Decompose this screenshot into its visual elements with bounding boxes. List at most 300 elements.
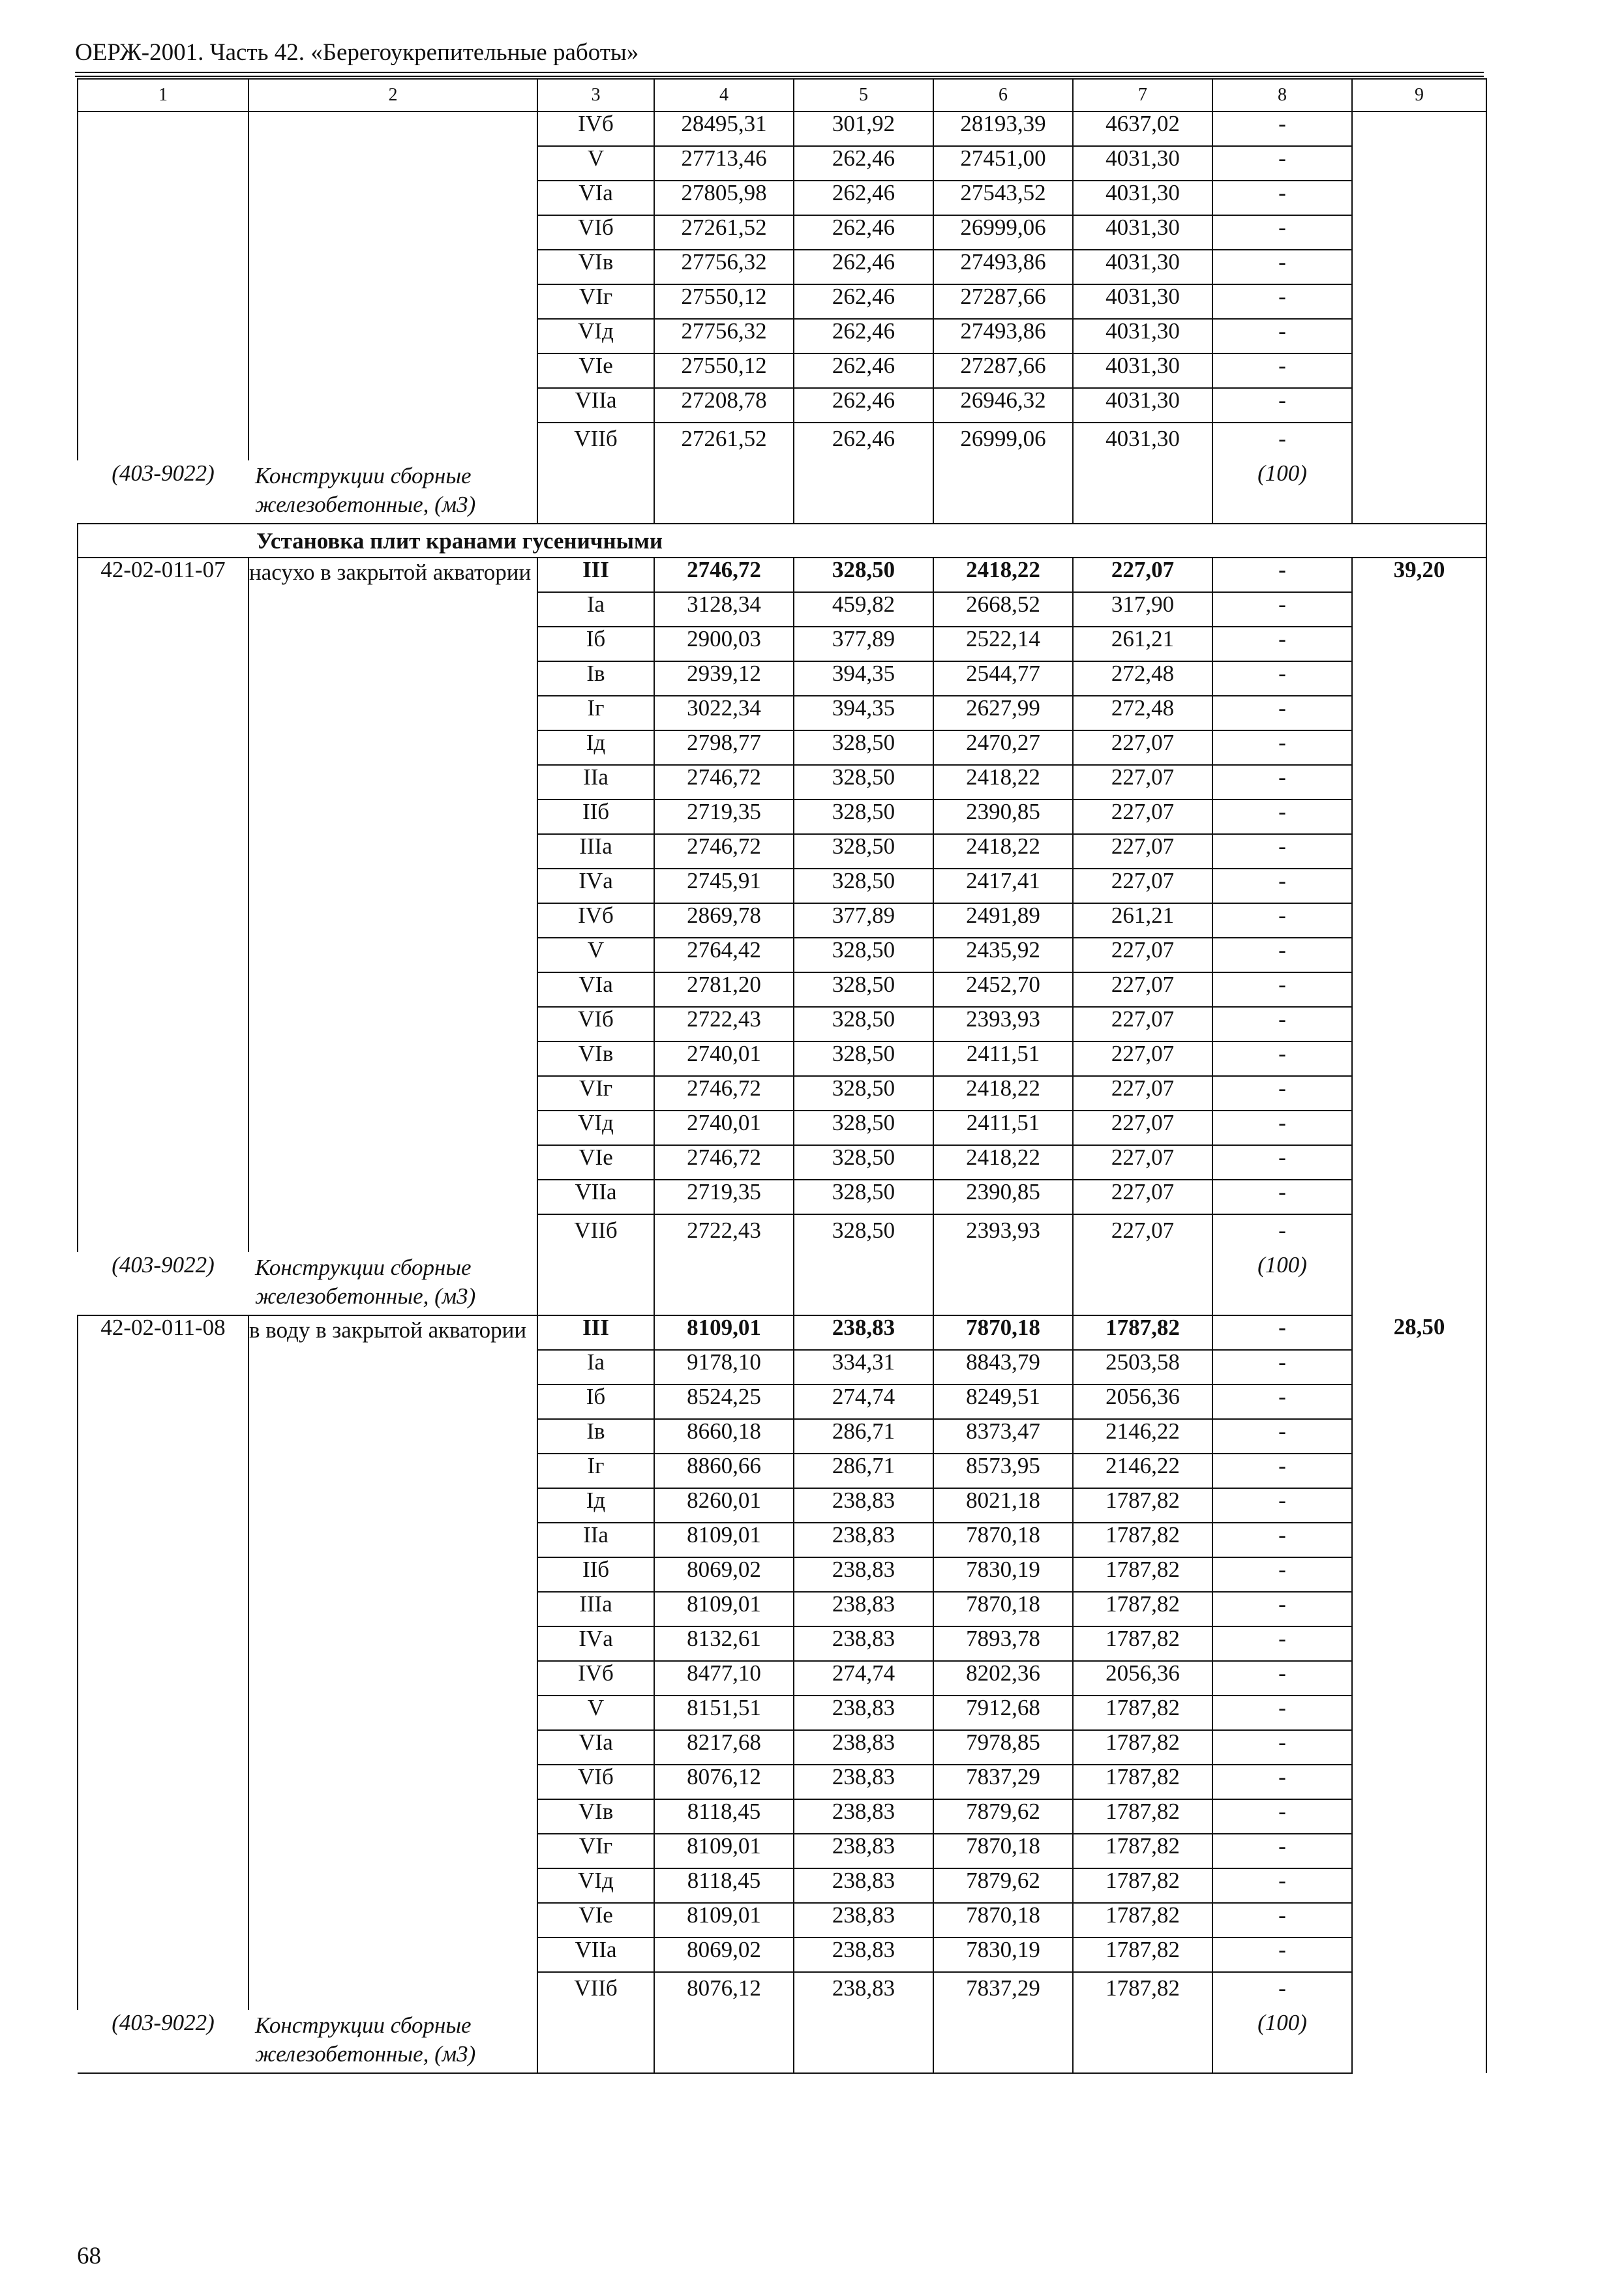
zone-cell: VIд (537, 319, 654, 353)
materials-cell: - (1212, 1730, 1352, 1765)
machinist-wages-cell: 261,21 (1073, 903, 1212, 938)
machinist-wages-cell: 227,07 (1073, 1111, 1212, 1145)
wages-cell: 286,71 (794, 1419, 933, 1454)
machines-cell: 2522,14 (933, 627, 1073, 661)
total-cost-cell: 2781,20 (654, 972, 794, 1007)
zone-cell: IVб (537, 1661, 654, 1696)
machinist-wages-cell: 227,07 (1073, 1041, 1212, 1076)
resource-name: Конструкции сборные железобетонные, (м3) (248, 2010, 537, 2073)
zone-cell: Iб (537, 1384, 654, 1419)
materials-cell: - (1212, 627, 1352, 661)
resource-empty-cell-machines (933, 1252, 1073, 1315)
column-number: 3 (537, 79, 654, 112)
zone-cell: VIа (537, 1730, 654, 1765)
total-cost-cell: 2740,01 (654, 1041, 794, 1076)
machines-cell: 2417,41 (933, 869, 1073, 903)
total-cost-cell: 8132,61 (654, 1626, 794, 1661)
machines-cell: 27451,00 (933, 146, 1073, 181)
materials-cell: - (1212, 1315, 1352, 1350)
total-cost-cell: 8076,12 (654, 1765, 794, 1799)
machinist-wages-cell: 227,07 (1073, 1076, 1212, 1111)
machinist-wages-cell: 227,07 (1073, 869, 1212, 903)
materials-cell: - (1212, 1799, 1352, 1834)
zone-cell: VIIа (537, 1180, 654, 1214)
wages-cell: 274,74 (794, 1384, 933, 1419)
wages-cell: 262,46 (794, 215, 933, 250)
machinist-wages-cell: 227,07 (1073, 730, 1212, 765)
machines-cell: 7837,29 (933, 1765, 1073, 1799)
machinist-wages-cell: 1787,82 (1073, 1696, 1212, 1730)
wages-cell: 334,31 (794, 1350, 933, 1384)
total-cost-cell: 2746,72 (654, 834, 794, 869)
machines-cell: 2390,85 (933, 800, 1073, 834)
machines-cell: 2393,93 (933, 1214, 1073, 1252)
total-cost-cell: 8860,66 (654, 1454, 794, 1488)
machines-cell: 7830,19 (933, 1557, 1073, 1592)
column-number: 1 (78, 79, 248, 112)
machines-cell: 27493,86 (933, 319, 1073, 353)
wages-cell: 238,83 (794, 1799, 933, 1834)
zone-cell: VIа (537, 972, 654, 1007)
resource-quantity: (100) (1212, 460, 1352, 524)
zone-cell: Iа (537, 592, 654, 627)
wages-cell: 238,83 (794, 1937, 933, 1972)
machinist-wages-cell: 227,07 (1073, 938, 1212, 972)
total-cost-cell: 2900,03 (654, 627, 794, 661)
zone-cell: VIд (537, 1868, 654, 1903)
machinist-wages-cell: 227,07 (1073, 834, 1212, 869)
materials-cell: - (1212, 558, 1352, 592)
total-cost-cell: 2719,35 (654, 1180, 794, 1214)
wages-cell: 328,50 (794, 1041, 933, 1076)
machines-cell: 7912,68 (933, 1696, 1073, 1730)
machinist-wages-cell: 2056,36 (1073, 1661, 1212, 1696)
materials-cell: - (1212, 730, 1352, 765)
labor-cost-cell: 39,20 (1352, 558, 1486, 1315)
machines-cell: 2418,22 (933, 1145, 1073, 1180)
rate-code: 42-02-011-08 (78, 1315, 248, 2010)
machinist-wages-cell: 2146,22 (1073, 1454, 1212, 1488)
wages-cell: 238,83 (794, 1523, 933, 1557)
machines-cell: 8249,51 (933, 1384, 1073, 1419)
machinist-wages-cell: 272,48 (1073, 696, 1212, 730)
zone-cell: IIIа (537, 1592, 654, 1626)
machines-cell: 7870,18 (933, 1523, 1073, 1557)
page-number: 68 (77, 2243, 101, 2269)
machinist-wages-cell: 261,21 (1073, 627, 1212, 661)
resource-empty-cell-wages (794, 460, 933, 524)
column-number: 5 (794, 79, 933, 112)
resource-empty-cell-machines (933, 2010, 1073, 2073)
materials-cell: - (1212, 1592, 1352, 1626)
zone-cell: VIа (537, 181, 654, 215)
machinist-wages-cell: 227,07 (1073, 800, 1212, 834)
resource-empty-cell-zone (537, 460, 654, 524)
total-cost-cell: 8109,01 (654, 1523, 794, 1557)
machinist-wages-cell: 317,90 (1073, 592, 1212, 627)
resource-empty-cell-zone (537, 1252, 654, 1315)
machines-cell: 7870,18 (933, 1315, 1073, 1350)
total-cost-cell: 3128,34 (654, 592, 794, 627)
materials-cell: - (1212, 869, 1352, 903)
total-cost-cell: 8260,01 (654, 1488, 794, 1523)
total-cost-cell: 27756,32 (654, 250, 794, 284)
machines-cell: 8573,95 (933, 1454, 1073, 1488)
machines-cell: 2393,93 (933, 1007, 1073, 1041)
machines-cell: 8021,18 (933, 1488, 1073, 1523)
zone-cell: IIIа (537, 834, 654, 869)
machines-cell: 27543,52 (933, 181, 1073, 215)
zone-cell: VIг (537, 284, 654, 319)
section-title: Установка плит кранами гусеничными (78, 524, 1486, 558)
wages-cell: 301,92 (794, 112, 933, 146)
materials-cell: - (1212, 181, 1352, 215)
wages-cell: 377,89 (794, 903, 933, 938)
zone-cell: VIв (537, 1799, 654, 1834)
rates-table-body (78, 79, 1486, 2073)
machinist-wages-cell: 1787,82 (1073, 1523, 1212, 1557)
wages-cell: 238,83 (794, 1696, 933, 1730)
total-cost-cell: 27550,12 (654, 284, 794, 319)
machinist-wages-cell: 227,07 (1073, 765, 1212, 800)
total-cost-cell: 2746,72 (654, 1145, 794, 1180)
machinist-wages-cell: 227,07 (1073, 1145, 1212, 1180)
work-description (248, 112, 537, 460)
machinist-wages-cell: 4031,30 (1073, 215, 1212, 250)
zone-cell: IIб (537, 1557, 654, 1592)
materials-cell: - (1212, 1937, 1352, 1972)
header-rule-bottom (75, 76, 1484, 77)
zone-cell: VIг (537, 1076, 654, 1111)
wages-cell: 238,83 (794, 1868, 933, 1903)
machinist-wages-cell: 1787,82 (1073, 1903, 1212, 1937)
total-cost-cell: 2746,72 (654, 765, 794, 800)
machinist-wages-cell: 4031,30 (1073, 181, 1212, 215)
machines-cell: 2390,85 (933, 1180, 1073, 1214)
wages-cell: 262,46 (794, 284, 933, 319)
machines-cell: 2668,52 (933, 592, 1073, 627)
section-header-row (78, 524, 1486, 558)
wages-cell: 328,50 (794, 1007, 933, 1041)
labor-cost-cell (1352, 112, 1486, 524)
machines-cell: 7870,18 (933, 1834, 1073, 1868)
resource-empty-cell-machines (933, 460, 1073, 524)
machinist-wages-cell: 2503,58 (1073, 1350, 1212, 1384)
materials-cell: - (1212, 765, 1352, 800)
machines-cell: 7978,85 (933, 1730, 1073, 1765)
wages-cell: 238,83 (794, 1730, 933, 1765)
zone-cell: VIIа (537, 1937, 654, 1972)
materials-cell: - (1212, 1076, 1352, 1111)
machines-cell: 2411,51 (933, 1041, 1073, 1076)
wages-cell: 262,46 (794, 181, 933, 215)
machines-cell: 27287,66 (933, 284, 1073, 319)
total-cost-cell: 8118,45 (654, 1799, 794, 1834)
machinist-wages-cell: 227,07 (1073, 1007, 1212, 1041)
resource-empty-cell-zone (537, 2010, 654, 2073)
materials-cell: - (1212, 1661, 1352, 1696)
machinist-wages-cell: 227,07 (1073, 1214, 1212, 1252)
machines-cell: 8843,79 (933, 1350, 1073, 1384)
zone-cell: Iб (537, 627, 654, 661)
machines-cell: 2491,89 (933, 903, 1073, 938)
wages-cell: 238,83 (794, 1557, 933, 1592)
materials-cell: - (1212, 388, 1352, 423)
wages-cell: 238,83 (794, 1626, 933, 1661)
materials-cell: - (1212, 1111, 1352, 1145)
materials-cell: - (1212, 1180, 1352, 1214)
total-cost-cell: 27208,78 (654, 388, 794, 423)
zone-cell: Iг (537, 696, 654, 730)
zone-cell: VIе (537, 1145, 654, 1180)
machines-cell: 7830,19 (933, 1937, 1073, 1972)
materials-cell: - (1212, 834, 1352, 869)
zone-cell: VIе (537, 353, 654, 388)
wages-cell: 262,46 (794, 250, 933, 284)
resource-empty-cell-machinist (1073, 1252, 1212, 1315)
zone-cell: VIе (537, 1903, 654, 1937)
zone-cell: IIа (537, 1523, 654, 1557)
zone-cell: V (537, 146, 654, 181)
materials-cell: - (1212, 1834, 1352, 1868)
total-cost-cell: 8109,01 (654, 1315, 794, 1350)
resource-row (78, 460, 1486, 524)
materials-cell: - (1212, 319, 1352, 353)
total-cost-cell: 8069,02 (654, 1557, 794, 1592)
zone-cell: Iд (537, 730, 654, 765)
wages-cell: 328,50 (794, 558, 933, 592)
zone-cell: IVб (537, 112, 654, 146)
machinist-wages-cell: 1787,82 (1073, 1868, 1212, 1903)
zone-cell: IVа (537, 869, 654, 903)
machines-cell: 2418,22 (933, 765, 1073, 800)
materials-cell: - (1212, 215, 1352, 250)
machinist-wages-cell: 1787,82 (1073, 1937, 1212, 1972)
machines-cell: 2418,22 (933, 558, 1073, 592)
zone-cell: IIб (537, 800, 654, 834)
column-number: 7 (1073, 79, 1212, 112)
wages-cell: 274,74 (794, 1661, 933, 1696)
wages-cell: 262,46 (794, 423, 933, 460)
materials-cell: - (1212, 800, 1352, 834)
total-cost-cell: 28495,31 (654, 112, 794, 146)
wages-cell: 238,83 (794, 1488, 933, 1523)
zone-cell: Iв (537, 661, 654, 696)
materials-cell: - (1212, 1626, 1352, 1661)
machines-cell: 2418,22 (933, 834, 1073, 869)
materials-cell: - (1212, 1419, 1352, 1454)
zone-cell: VIв (537, 250, 654, 284)
machines-cell: 2470,27 (933, 730, 1073, 765)
materials-cell: - (1212, 1488, 1352, 1523)
zone-cell: III (537, 558, 654, 592)
total-cost-cell: 27261,52 (654, 423, 794, 460)
total-cost-cell: 8151,51 (654, 1696, 794, 1730)
resource-name: Конструкции сборные железобетонные, (м3) (248, 460, 537, 524)
zone-cell: IIа (537, 765, 654, 800)
machines-cell: 26946,32 (933, 388, 1073, 423)
machines-cell: 26999,06 (933, 423, 1073, 460)
machines-cell: 2435,92 (933, 938, 1073, 972)
machinist-wages-cell: 1787,82 (1073, 1765, 1212, 1799)
total-cost-cell: 8109,01 (654, 1592, 794, 1626)
wages-cell: 328,50 (794, 869, 933, 903)
machines-cell: 2452,70 (933, 972, 1073, 1007)
materials-cell: - (1212, 1765, 1352, 1799)
column-number: 6 (933, 79, 1073, 112)
total-cost-cell: 8076,12 (654, 1972, 794, 2010)
materials-cell: - (1212, 146, 1352, 181)
machinist-wages-cell: 1787,82 (1073, 1488, 1212, 1523)
materials-cell: - (1212, 696, 1352, 730)
machines-cell: 27287,66 (933, 353, 1073, 388)
total-cost-cell: 27261,52 (654, 215, 794, 250)
total-cost-cell: 8118,45 (654, 1868, 794, 1903)
resource-empty-cell-total (654, 2010, 794, 2073)
resource-code: (403-9022) (78, 460, 248, 524)
resource-code: (403-9022) (78, 1252, 248, 1315)
total-cost-cell: 8109,01 (654, 1834, 794, 1868)
machines-cell: 8373,47 (933, 1419, 1073, 1454)
total-cost-cell: 27805,98 (654, 181, 794, 215)
table-row (78, 112, 1486, 146)
materials-cell: - (1212, 1350, 1352, 1384)
resource-row (78, 2010, 1486, 2073)
total-cost-cell: 27713,46 (654, 146, 794, 181)
total-cost-cell: 8217,68 (654, 1730, 794, 1765)
materials-cell: - (1212, 1523, 1352, 1557)
wages-cell: 262,46 (794, 319, 933, 353)
zone-cell: Iг (537, 1454, 654, 1488)
machinist-wages-cell: 1787,82 (1073, 1557, 1212, 1592)
materials-cell: - (1212, 903, 1352, 938)
materials-cell: - (1212, 1868, 1352, 1903)
materials-cell: - (1212, 1454, 1352, 1488)
total-cost-cell: 9178,10 (654, 1350, 794, 1384)
wages-cell: 238,83 (794, 1972, 933, 2010)
wages-cell: 328,50 (794, 938, 933, 972)
machinist-wages-cell: 4637,02 (1073, 112, 1212, 146)
column-number: 4 (654, 79, 794, 112)
table-row (78, 558, 1486, 592)
machinist-wages-cell: 272,48 (1073, 661, 1212, 696)
machines-cell: 27493,86 (933, 250, 1073, 284)
machinist-wages-cell: 1787,82 (1073, 1730, 1212, 1765)
machinist-wages-cell: 1787,82 (1073, 1834, 1212, 1868)
machinist-wages-cell: 4031,30 (1073, 353, 1212, 388)
machines-cell: 7879,62 (933, 1868, 1073, 1903)
wages-cell: 328,50 (794, 1180, 933, 1214)
machinist-wages-cell: 1787,82 (1073, 1799, 1212, 1834)
machines-cell: 26999,06 (933, 215, 1073, 250)
machinist-wages-cell: 227,07 (1073, 558, 1212, 592)
zone-cell: VIIб (537, 423, 654, 460)
machinist-wages-cell: 4031,30 (1073, 423, 1212, 460)
wages-cell: 328,50 (794, 730, 933, 765)
wages-cell: 328,50 (794, 834, 933, 869)
machinist-wages-cell: 2146,22 (1073, 1419, 1212, 1454)
resource-empty-cell-wages (794, 1252, 933, 1315)
materials-cell: - (1212, 1041, 1352, 1076)
zone-cell: IVб (537, 903, 654, 938)
rates-table (77, 78, 1487, 2074)
total-cost-cell: 8109,01 (654, 1903, 794, 1937)
machines-cell: 7870,18 (933, 1592, 1073, 1626)
wages-cell: 238,83 (794, 1592, 933, 1626)
header-rule-top (75, 72, 1484, 73)
zone-cell: Iв (537, 1419, 654, 1454)
materials-cell: - (1212, 1214, 1352, 1252)
machinist-wages-cell: 4031,30 (1073, 250, 1212, 284)
table-row (78, 1315, 1486, 1350)
machinist-wages-cell: 2056,36 (1073, 1384, 1212, 1419)
wages-cell: 394,35 (794, 696, 933, 730)
zone-cell: VIг (537, 1834, 654, 1868)
materials-cell: - (1212, 112, 1352, 146)
machines-cell: 2411,51 (933, 1111, 1073, 1145)
materials-cell: - (1212, 661, 1352, 696)
total-cost-cell: 8069,02 (654, 1937, 794, 1972)
work-description: насухо в закрытой акватории (248, 558, 537, 1252)
total-cost-cell: 8524,25 (654, 1384, 794, 1419)
materials-cell: - (1212, 592, 1352, 627)
machinist-wages-cell: 4031,30 (1073, 388, 1212, 423)
wages-cell: 238,83 (794, 1834, 933, 1868)
materials-cell: - (1212, 1145, 1352, 1180)
wages-cell: 328,50 (794, 800, 933, 834)
total-cost-cell: 2740,01 (654, 1111, 794, 1145)
resource-code: (403-9022) (78, 2010, 248, 2073)
machinist-wages-cell: 4031,30 (1073, 319, 1212, 353)
wages-cell: 459,82 (794, 592, 933, 627)
wages-cell: 238,83 (794, 1765, 933, 1799)
resource-quantity: (100) (1212, 2010, 1352, 2073)
total-cost-cell: 2745,91 (654, 869, 794, 903)
wages-cell: 262,46 (794, 146, 933, 181)
resource-empty-cell-machinist (1073, 460, 1212, 524)
materials-cell: - (1212, 1696, 1352, 1730)
labor-cost-cell: 28,50 (1352, 1315, 1486, 2073)
machines-cell: 7893,78 (933, 1626, 1073, 1661)
zone-cell: VIб (537, 215, 654, 250)
total-cost-cell: 2746,72 (654, 1076, 794, 1111)
machinist-wages-cell: 1787,82 (1073, 1972, 1212, 2010)
total-cost-cell: 2798,77 (654, 730, 794, 765)
materials-cell: - (1212, 1972, 1352, 2010)
materials-cell: - (1212, 1384, 1352, 1419)
zone-cell: VIд (537, 1111, 654, 1145)
page-header: ОЕРЖ-2001. Часть 42. «Берегоукрепительные работы» (75, 39, 639, 66)
wages-cell: 238,83 (794, 1903, 933, 1937)
machines-cell: 7879,62 (933, 1799, 1073, 1834)
column-number-row (78, 79, 1486, 112)
total-cost-cell: 2746,72 (654, 558, 794, 592)
zone-cell: VIIб (537, 1972, 654, 2010)
total-cost-cell: 3022,34 (654, 696, 794, 730)
work-description: в воду в закрытой акватории (248, 1315, 537, 2010)
materials-cell: - (1212, 938, 1352, 972)
machinist-wages-cell: 227,07 (1073, 1180, 1212, 1214)
machines-cell: 2544,77 (933, 661, 1073, 696)
wages-cell: 328,50 (794, 1145, 933, 1180)
materials-cell: - (1212, 1557, 1352, 1592)
wages-cell: 238,83 (794, 1315, 933, 1350)
materials-cell: - (1212, 353, 1352, 388)
materials-cell: - (1212, 972, 1352, 1007)
total-cost-cell: 2869,78 (654, 903, 794, 938)
machinist-wages-cell: 1787,82 (1073, 1626, 1212, 1661)
materials-cell: - (1212, 1007, 1352, 1041)
